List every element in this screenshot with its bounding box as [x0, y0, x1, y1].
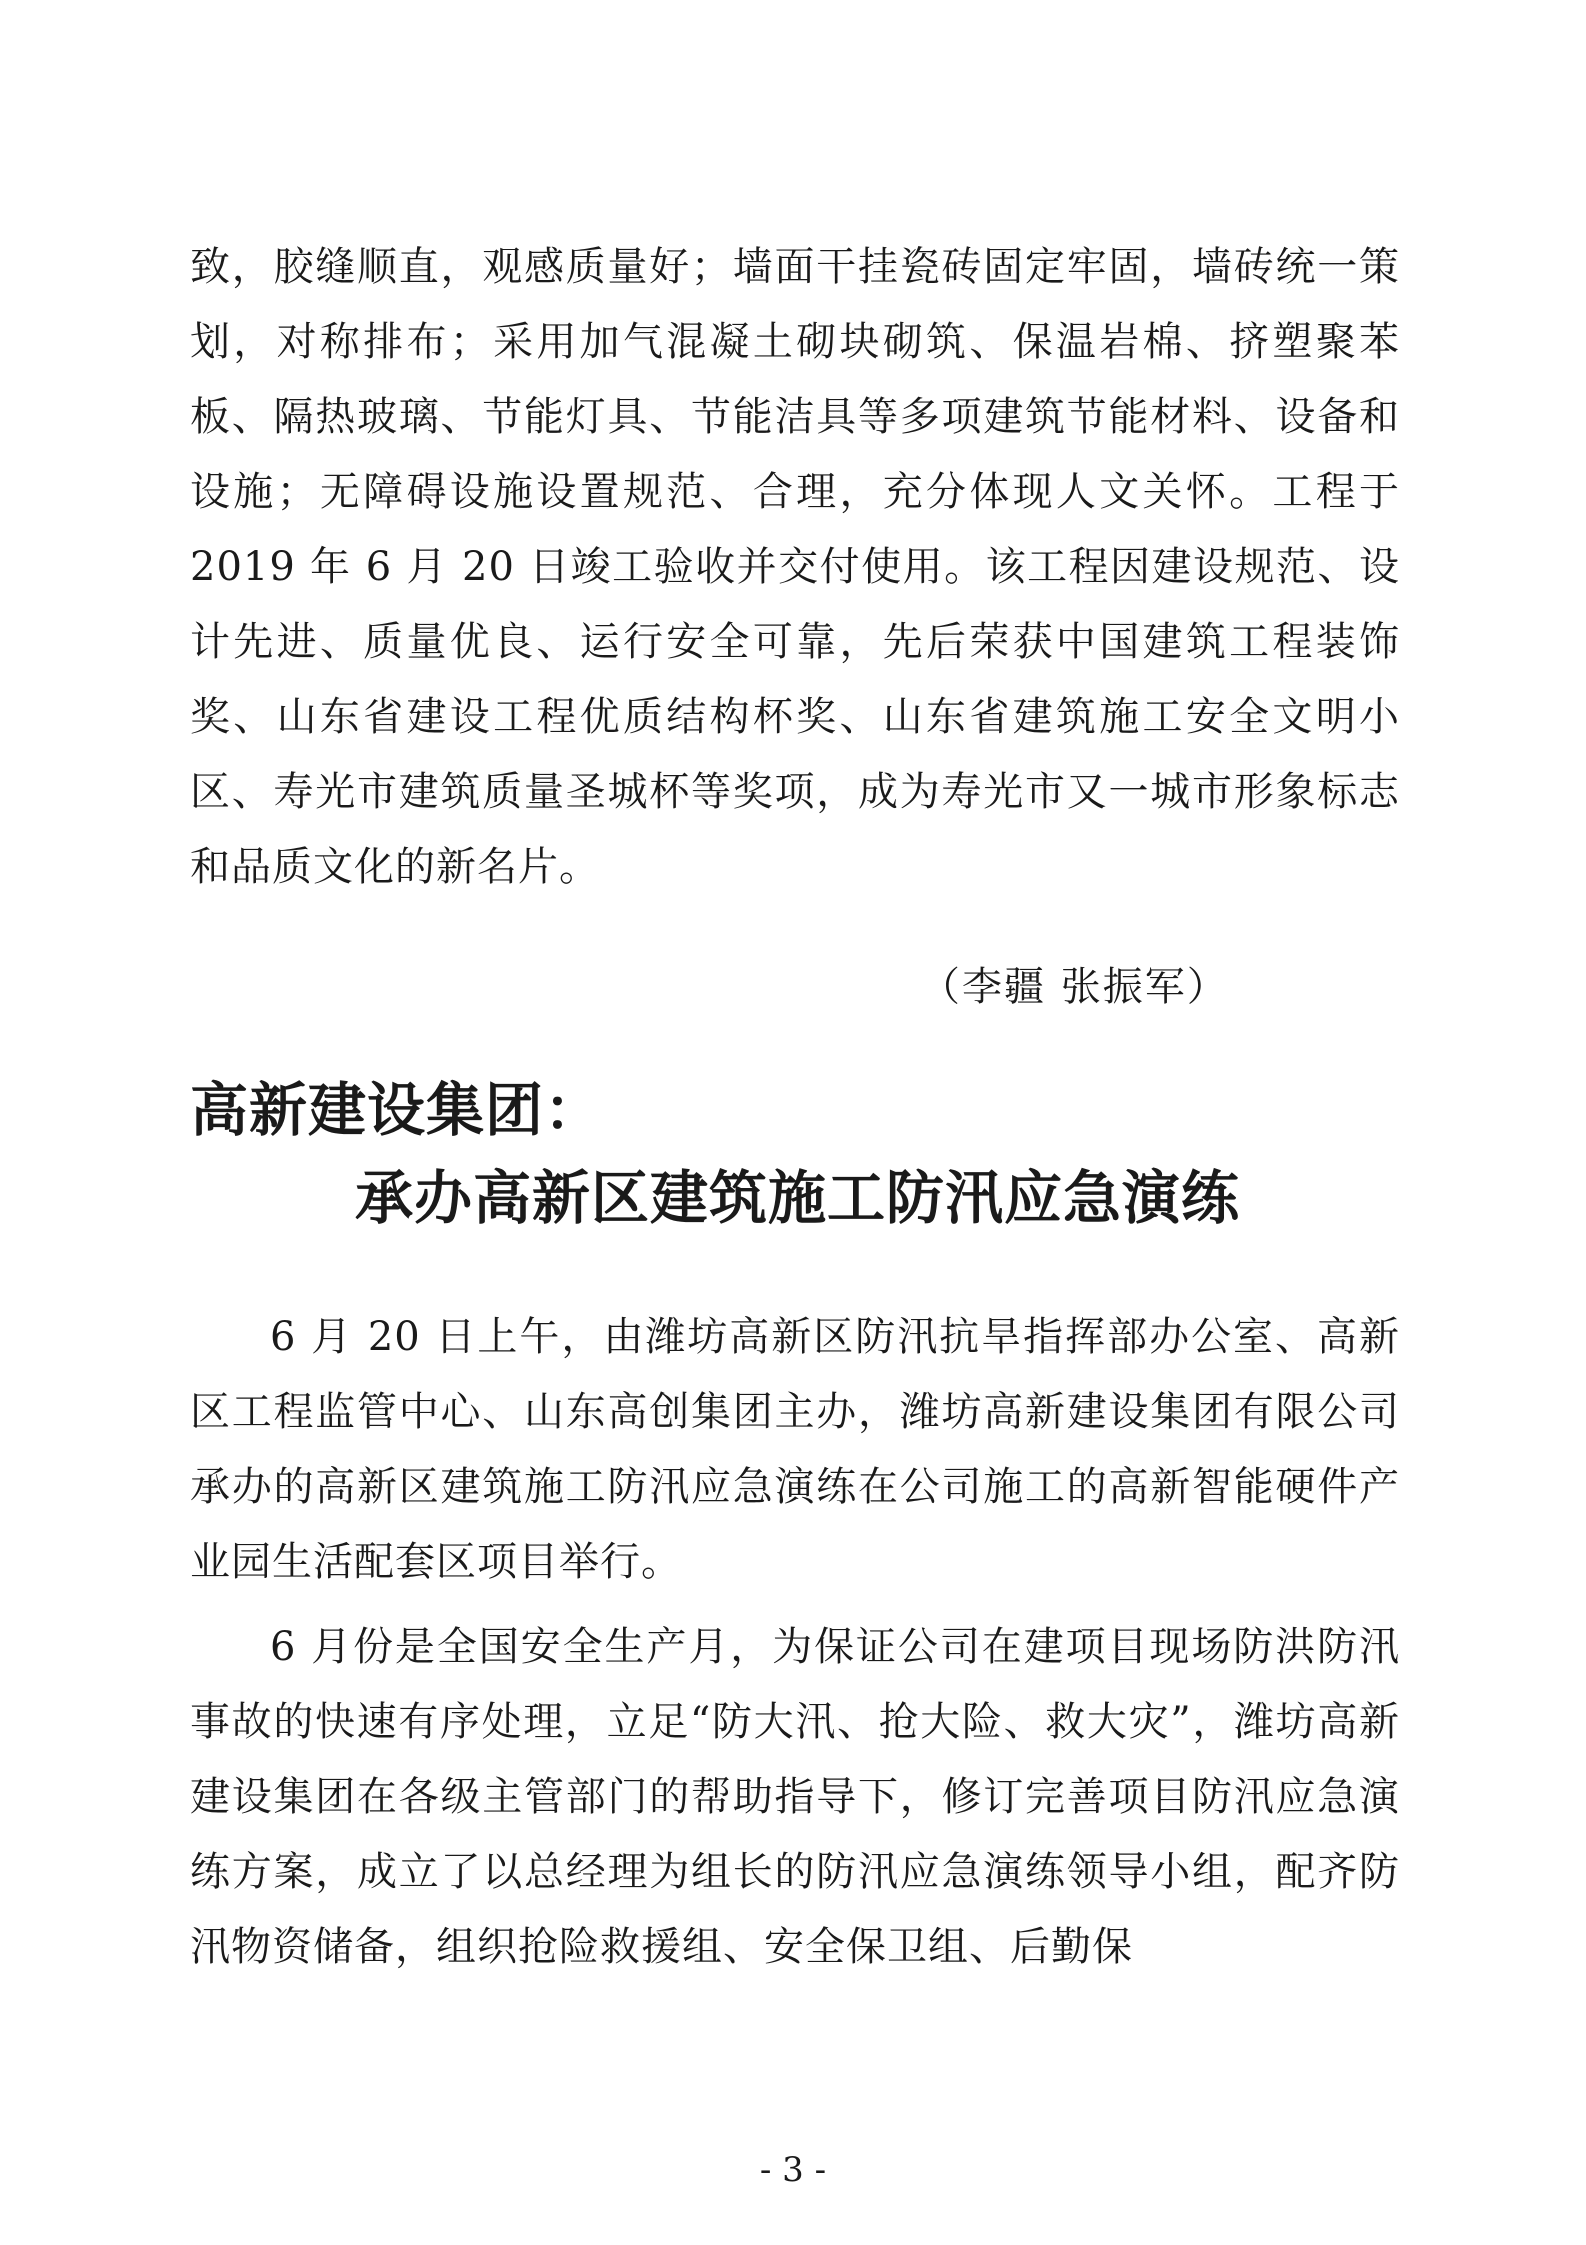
article-headline-line2: 承办高新区建筑施工防汛应急演练 — [355, 1164, 1241, 1232]
article-paragraph-intro: 6 月 20 日上午，由潍坊高新区防汛抗旱指挥部办公室、高新区工程监管中心、山东高创集团主办，潍坊高新建设集团有限公司承办的高新区建筑施工防汛应急演练在公司施工的高新智能硬件产业园生活配套区项目举行。 — [190, 1314, 1400, 1585]
article-paragraph-safety-month: 6 月份是全国安全生产月，为保证公司在建项目现场防洪防汛事故的快速有序处理，立足“防大汛、抢大险、救大灾”，潍坊高新建设集团在各级主管部门的帮助指导下，修订完善项目防汛应急演练方案，成立了以总经理为组长的防汛应急演练领导小组，配齐防汛物资储备，组织抢险救援组、安全保卫组、后勤保 — [190, 1624, 1400, 1970]
page-number: - 3 - — [759, 2150, 827, 2190]
author-byline: （李疆 张振军） — [920, 964, 1229, 1010]
continued-paragraph: 致，胶缝顺直，观感质量好；墙面干挂瓷砖固定牢固，墙砖统一策划，对称排布；采用加气混凝土砌块砌筑、保温岩棉、挤塑聚苯板、隔热玻璃、节能灯具、节能洁具等多项建筑节能材料、设备和设施；无障碍设施设置规范、合理，充分体现人文关怀。工程于 2019 年 6 月 20 日竣工验收并交付使用。该工程因建设规范、设计先进、质量优良、运行安全可靠，先后荣获中国建筑工程装饰奖、山东省建设工程优质结构杯奖、山东省建筑施工安全文明小区、寿光市建筑质量圣城杯等奖项，成为寿光市又一城市形象标志和品质文化的新名片。 — [190, 244, 1400, 890]
article-headline-line1: 高新建设集团： — [190, 1076, 604, 1144]
